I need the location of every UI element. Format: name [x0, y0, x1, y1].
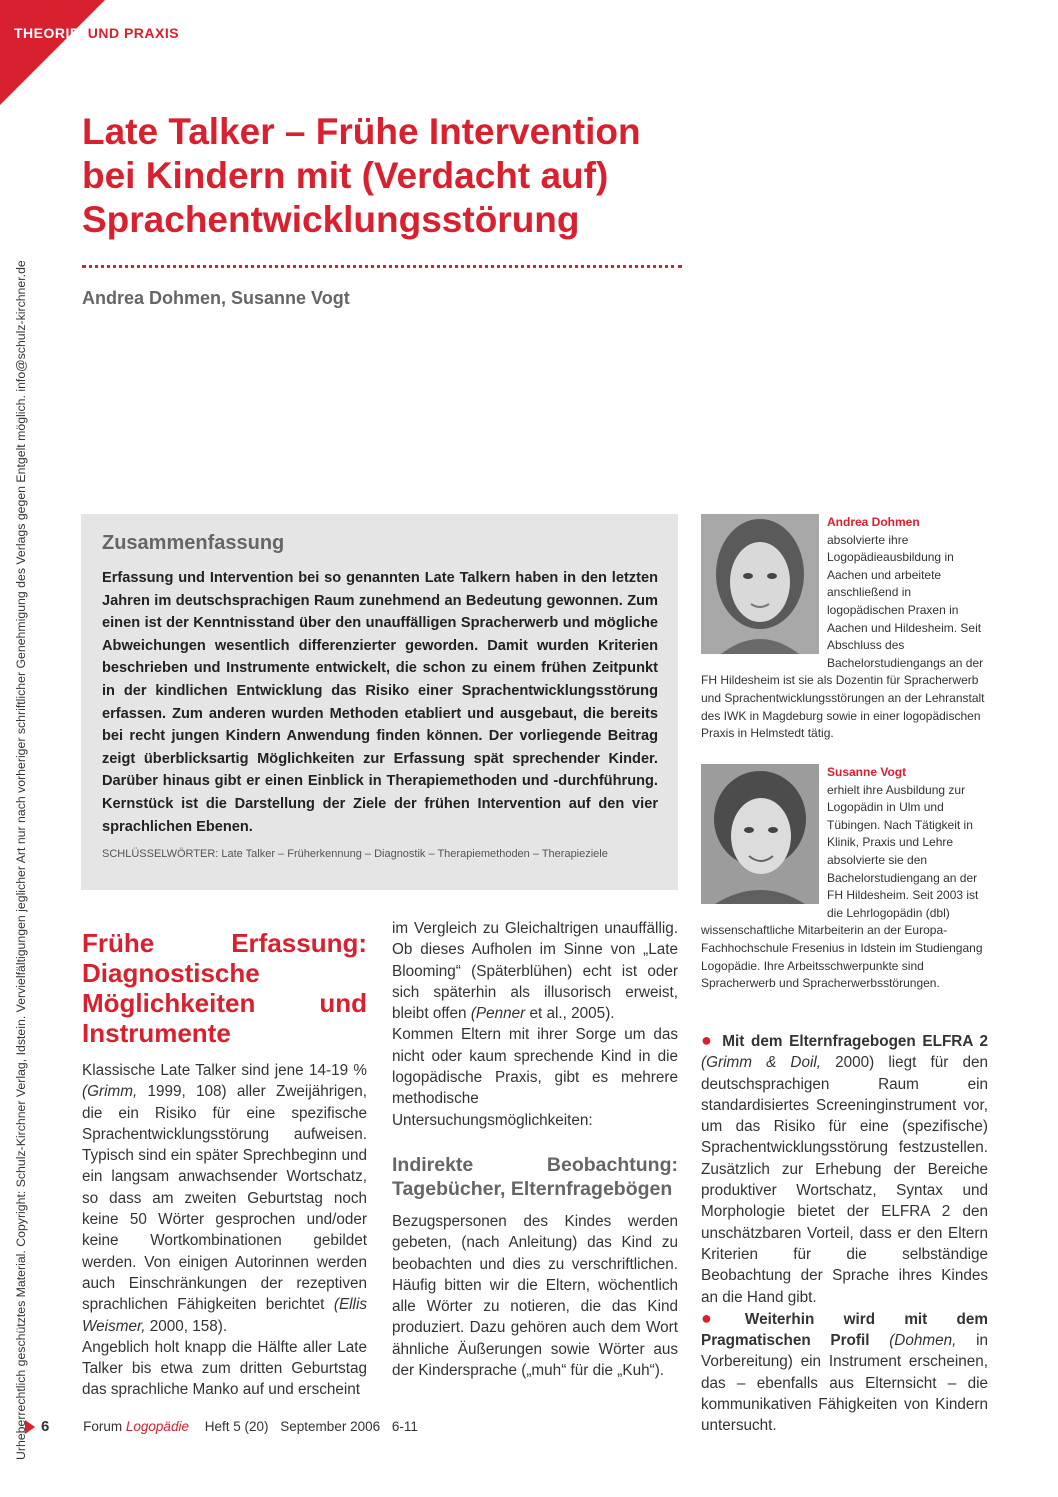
title-line-3: Sprachentwicklungsstörung [82, 199, 580, 240]
bio-dohmen [701, 514, 986, 743]
bio-vogt [701, 764, 986, 993]
page-range: 6-11 [391, 1419, 418, 1434]
column-3 [701, 1030, 988, 1437]
section-tag-theorie: THEORIE [14, 25, 80, 41]
article-title [82, 110, 722, 242]
column-1 [82, 928, 367, 1401]
bio-name-vogt: Susanne Vogt [827, 765, 907, 779]
abstract-box [81, 514, 678, 890]
abstract-heading: Zusammenfassung [102, 532, 285, 554]
bio-text-vogt: erhielt ihre Ausbildung zur Logopädin in Ulm und Tübingen. Nach Tätigkeit in Klinik, Praxis und Lehre absolvierte sie den Bachelorstudiengang an der FH Hildesheim. Seit 2003 ist die Lehrlogopädin (dbl) wissenschaftliche Mitarbeiterin an der Europa-Fachhochschule Fresenius in Idstein im Studiengang Logopädie. Ihre Arbeitsschwerpunkte sind Spracherwerb und Spracherwerbsstörungen. [701, 782, 983, 991]
keywords: SCHLÜSSELWÖRTER: Late Talker – Früherkennung – Diagnostik – Therapiemethoden – Therapieziele [102, 848, 608, 861]
page-arrow-icon [25, 1420, 35, 1434]
col1-paragraph-2: Angeblich holt knapp die Hälfte aller Late Talker bis etwa zum dritten Geburtstag das sprachliche Manko auf und erscheint [82, 1338, 367, 1399]
page-number: 6 [41, 1418, 50, 1435]
col2-paragraph-2: Kommen Eltern mit ihrer Sorge um das nicht oder kaum sprechende Kind in die logopädische Praxis, gibt es mehrere methodische Untersuchungsmöglichkeiten: [392, 1026, 678, 1129]
dotted-divider [82, 265, 682, 268]
col2-paragraph-3: Bezugspersonen des Kindes werden gebeten, (nach Anleitung) das Kind zu beobachten und dies zu verschriftlichen. Häufig bitten wir die Eltern, wöchentlich alle Wörter zu notieren, die das Kind produziert. Dazu gehören auch dem Wort ähnliche Äußerungen sowie Wörter aus der Kindersprache („muh“ für die „Kuh“). [392, 1212, 678, 1380]
section-heading-early-assessment: Frühe Erfassung: Diagnostische Möglichkeiten und Instrumente [82, 928, 367, 1048]
col3-bullet-pragmatic: ● Weiterhin wird mit dem Pragmatischen Profil (Dohmen, in Vorbereitung) ein Instrument erscheinen, das – ebenfalls aus Elternsicht – die kommunikativen Fähigkeiten von Kindern untersucht. [701, 1307, 988, 1435]
section-heading-indirect-observation: Indirekte Beobachtung: Tagebücher, Elternfragebögen [392, 1153, 678, 1200]
bullet-icon: ● [701, 1030, 715, 1050]
section-tag-praxis: UND PRAXIS [87, 25, 180, 41]
title-line-2: bei Kindern mit (Verdacht auf) [82, 155, 609, 196]
authors: Andrea Dohmen, Susanne Vogt [82, 288, 350, 308]
journal-name: Forum Logopädie [83, 1419, 189, 1434]
col3-bullet-elfra: ● Mit dem Elternfragebogen ELFRA 2 (Grimm & Doil, 2000) liegt für den deutschsprachigen Raum ein standardisiertes Screeninginstrument vor, um das Risiko für eine (spezifische) Sprachentwicklungsstörung festzustellen. Zusätzlich zur Erhebung der Bereiche produktiver Wortschatz, Syntax und Morphologie bietet der ELFRA 2 den unschätzbaren Vorteil, dass er den Eltern Kriterien für die selbständige Beobachtung der Sprache ihres Kindes an die Hand gibt. [701, 1030, 988, 1306]
col1-paragraph-1: Klassische Late Talker sind jene 14-19 % (Grimm, 1999, 108) aller Zweijährigen, die ein Risiko für eine spezifische Sprachentwicklungsstörung aufweisen. Typisch sind ein später Sprechbeginn und ein langsam anwachsender Wortschatz, so dass am zweiten Geburtstag noch keine 50 Wörter gesprochen und/oder keine Wortkombinationen gebildet werden. Von einigen Autorinnen werden auch Einschränkungen der rezeptiven sprachlichen Fähigkeiten berichtet (Ellis Weismer, 2000, 158). [82, 1062, 367, 1335]
section-tag [14, 25, 179, 41]
col2-paragraph-1: im Vergleich zu Gleichaltrigen unauffällig. Ob dieses Aufholen im Sinne von „Late Blooming“ (Späterblühen) echt ist oder sich späterhin als illusorisch erweist, bleibt offen (Penner et al., 2005). [392, 920, 678, 1023]
bio-text-dohmen: absolvierte ihre Logopädieausbildung in Aachen und arbeitete anschließend in logopädischen Praxen in Aachen und Hildesheim. Seit Abschluss des Bachelorstudiengangs an der FH Hildesheim ist sie als Dozentin für Spracherwerb und Sprachentwicklungsstörungen an der Lehranstalt des IWK in Magdeburg sowie in einer logopädischen Praxis in Helmstedt tätig. [701, 532, 985, 741]
issue-date: September 2006 [280, 1419, 381, 1434]
footer [25, 1418, 418, 1435]
bullet-icon: ● [701, 1307, 737, 1328]
title-line-1: Late Talker – Frühe Intervention [82, 111, 641, 152]
issue: Heft 5 (20) [204, 1419, 269, 1434]
abstract-text: Erfassung und Intervention bei so genannten Late Talkern haben in den letzten Jahren im deutschsprachigen Raum zunehmend an Bedeutung gewonnen. Zum einen ist der Kenntnisstand über den unauffälligen Spracherwerb und mögliche Abweichungen wesentlich differenzierter geworden. Damit wurden Kriterien beschrieben und Instrumente entwickelt, die schon zu einem frühen Zeitpunkt in der kindlichen Entwicklung das Risiko einer Sprachentwicklungsstörung erfassen. Zum anderen wurden Methoden etabliert und ausgebaut, die bereits bei recht jungen Kindern Anwendung finden können. Der vorliegende Beitrag zeigt überblicksartig Möglichkeiten zur Erfassung spät sprechender Kinder. Darüber hinaus gibt er einen Einblick in Therapiemethoden und -durchführung. Kernstück ist die Darstellung der Ziele der frühen Intervention auf den vier sprachlichen Ebenen. [102, 570, 658, 835]
copyright-notice: Urheberrechtlich geschütztes Material. Copyright: Schulz-Kirchner Verlag, Idstein. Vervielfältigungen jeglicher Art nur nach vorheriger schriftlicher Genehmigung des Verlags gegen Entgelt möglich. info@schulz-kirchner.de [14, 260, 28, 1460]
bio-name-dohmen: Andrea Dohmen [827, 515, 920, 529]
column-2 [392, 918, 678, 1381]
